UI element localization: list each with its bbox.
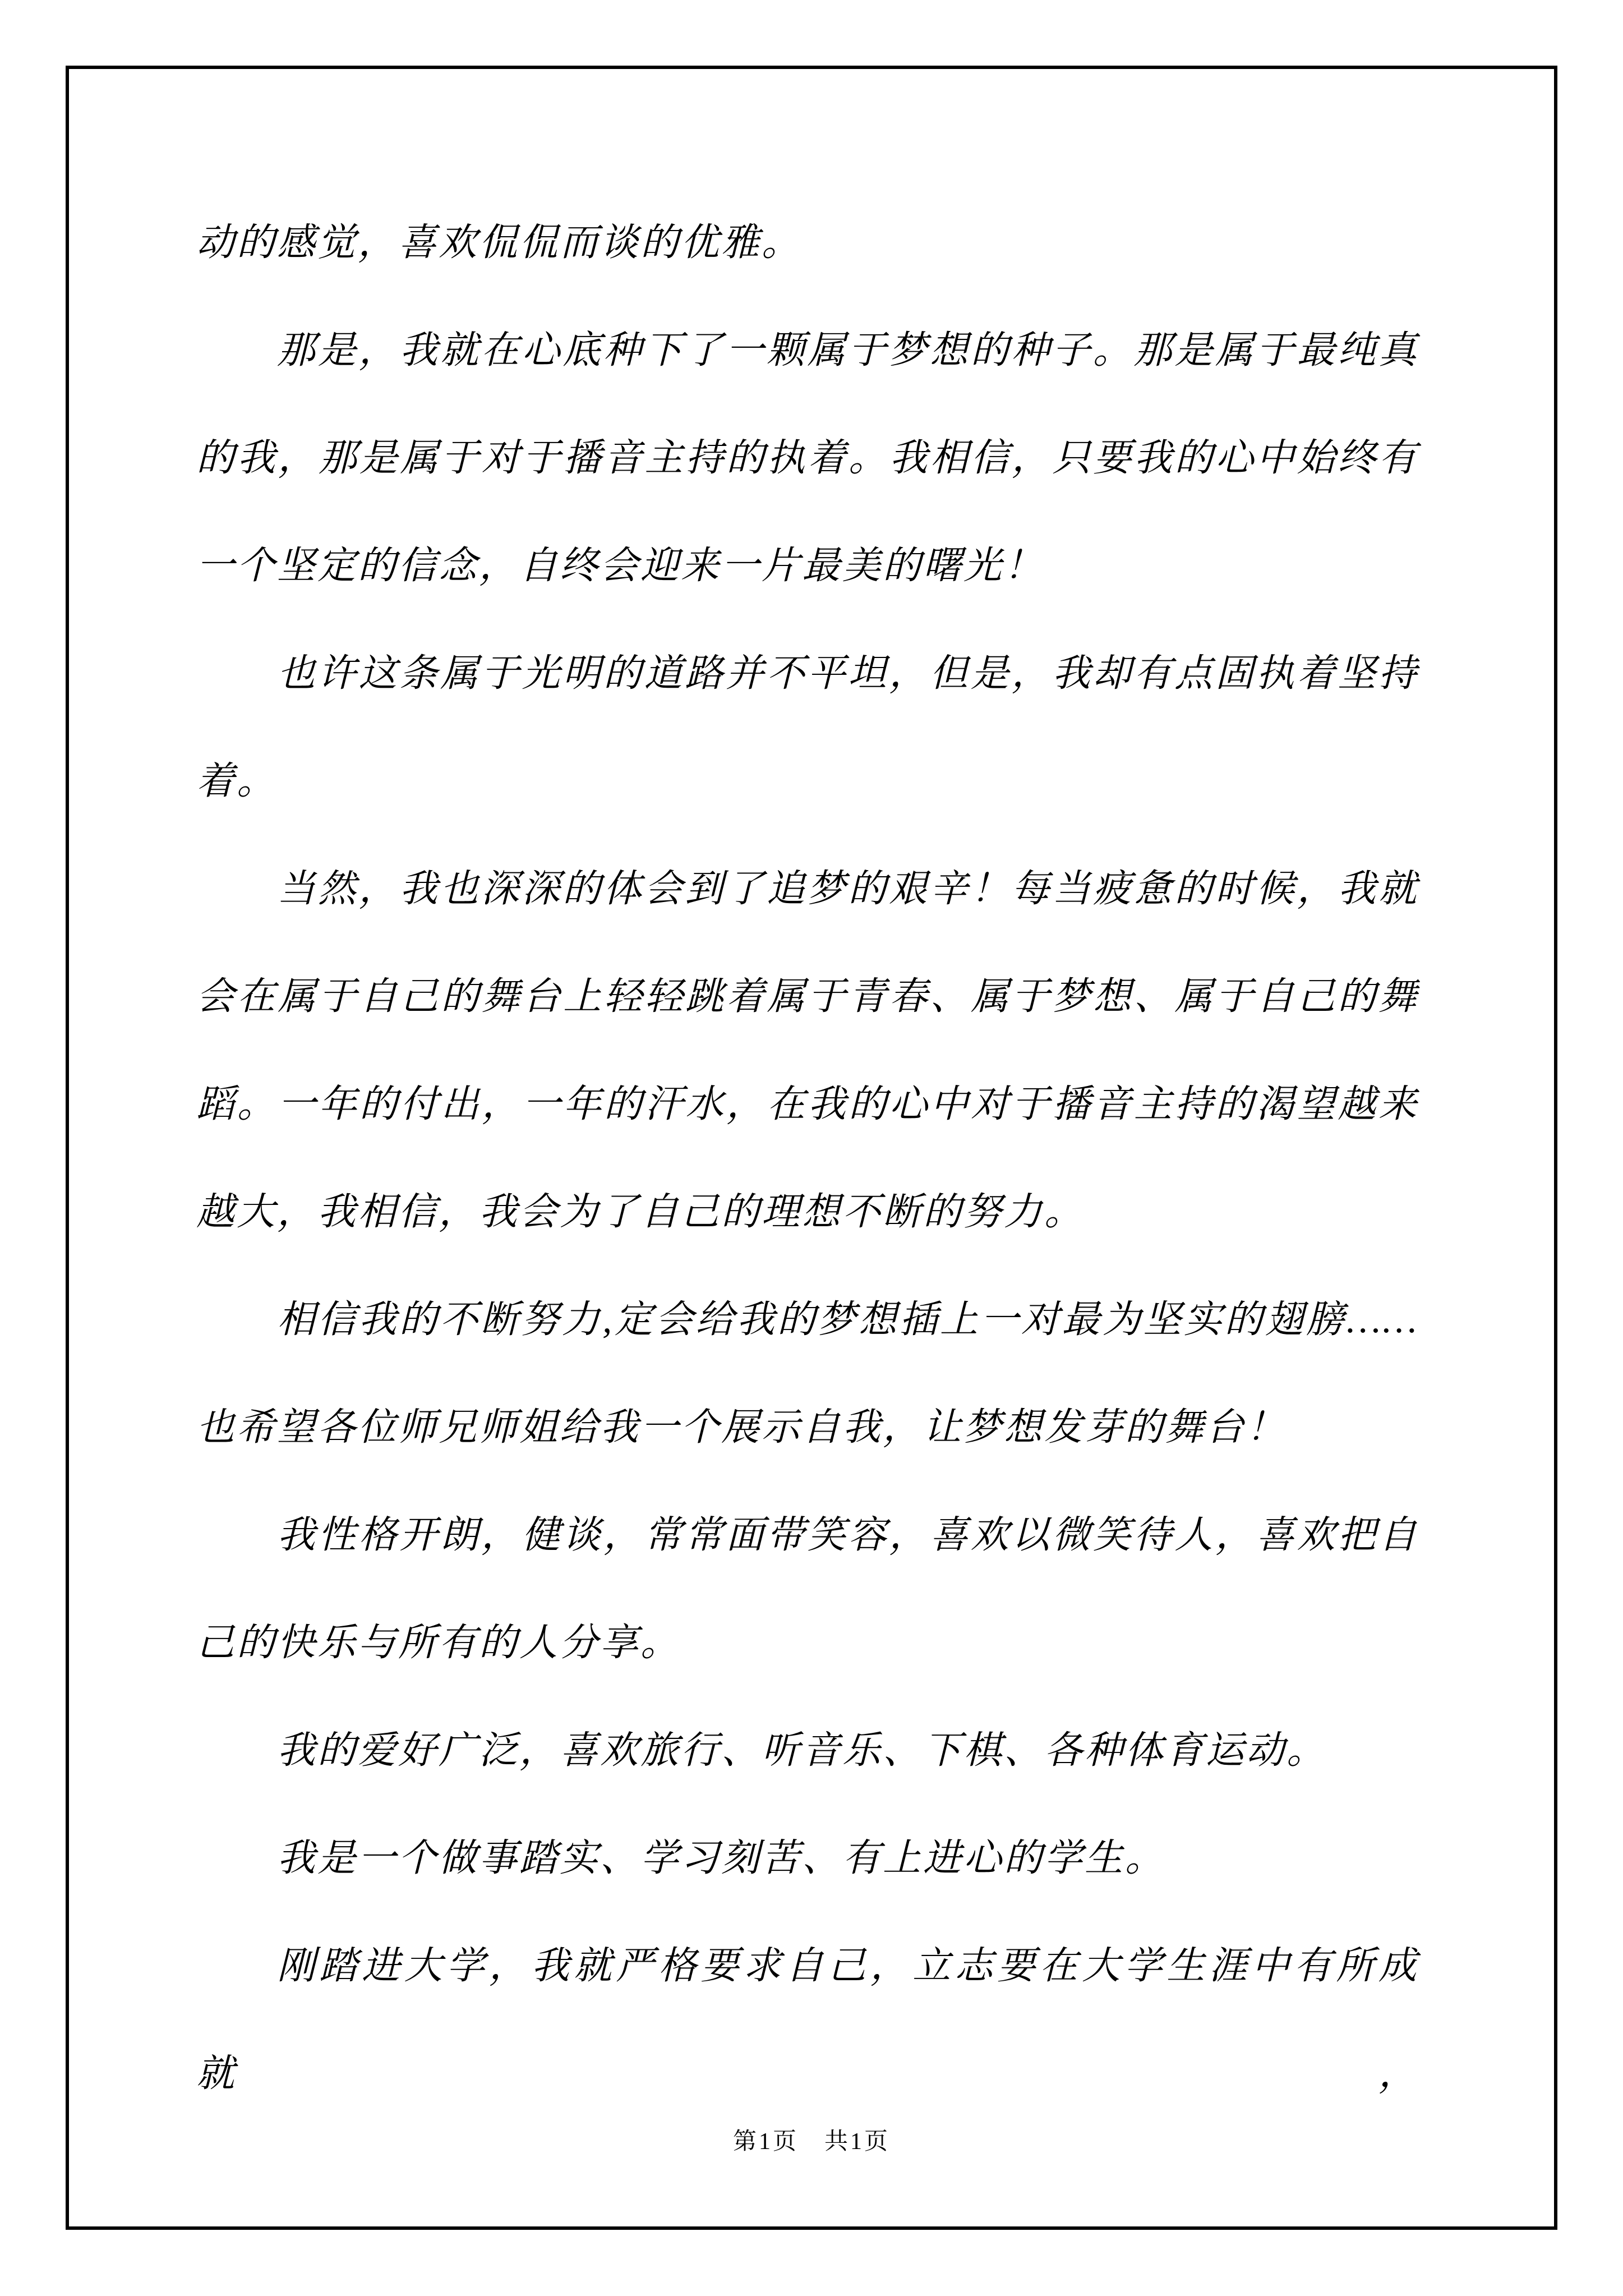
- paragraph: [196, 1696, 1419, 1804]
- paragraph: [196, 1912, 1419, 2127]
- paragraph: [196, 1481, 1419, 1696]
- page-number: 第1页 共1页: [732, 2129, 890, 2155]
- text-line: 那是，我就在心底种下了一颗属于梦想的种子。那是属于最纯真: [277, 329, 1419, 371]
- text-line: 我性格开朗，健谈，常常面带笑容，喜欢以微笑待人，喜欢把自: [277, 1513, 1419, 1556]
- text-line: 一个坚定的信念，自终会迎来一片最美的曙光！: [196, 544, 1045, 587]
- text-line: 己的快乐与所有的人分享。: [196, 1621, 681, 1664]
- page-footer: [0, 2125, 1623, 2159]
- text-line: 我的爱好广泛，喜欢旅行、听音乐、下棋、各种体育运动。: [277, 1729, 1327, 1772]
- text-line: 越大，我相信，我会为了自己的理想不断的努力。: [196, 1190, 1085, 1233]
- text-line: 会在属于自己的舞台上轻轻跳着属于青春、属于梦想、属于自己的舞: [196, 975, 1419, 1018]
- text-line: 当然，我也深深的体会到了追梦的艰辛！每当疲惫的时候，我就: [277, 867, 1419, 910]
- text-line: 着。: [196, 760, 278, 802]
- paragraph: [196, 188, 1419, 296]
- paragraph: [196, 1266, 1419, 1481]
- text-line: 蹈。一年的付出，一年的汗水，在我的心中对于播音主持的渴望越来: [196, 1083, 1419, 1125]
- paragraph: [196, 1804, 1419, 1912]
- text-line: 我是一个做事踏实、学习刻苦、有上进心的学生。: [277, 1837, 1166, 1879]
- paragraph: [196, 619, 1419, 835]
- text-line: 动的感觉，喜欢侃侃而谈的优雅。: [196, 221, 803, 264]
- document-body: [196, 188, 1419, 2127]
- paragraph: [196, 296, 1419, 619]
- text-line: 相信我的不断努力,定会给我的梦想插上一对最为坚实的翅膀……: [277, 1298, 1419, 1341]
- text-line: 也许这条属于光明的道路并不平坦，但是，我却有点固执着坚持: [277, 652, 1419, 694]
- text-line: 刚踏进大学，我就严格要求自己，立志要在大学生涯中有所成就，: [196, 1944, 1419, 2095]
- text-line: 也希望各位师兄师姐给我一个展示自我，让梦想发芽的舞台！: [196, 1406, 1287, 1448]
- text-line: 的我，那是属于对于播音主持的执着。我相信，只要我的心中始终有: [196, 436, 1419, 479]
- paragraph: [196, 835, 1419, 1266]
